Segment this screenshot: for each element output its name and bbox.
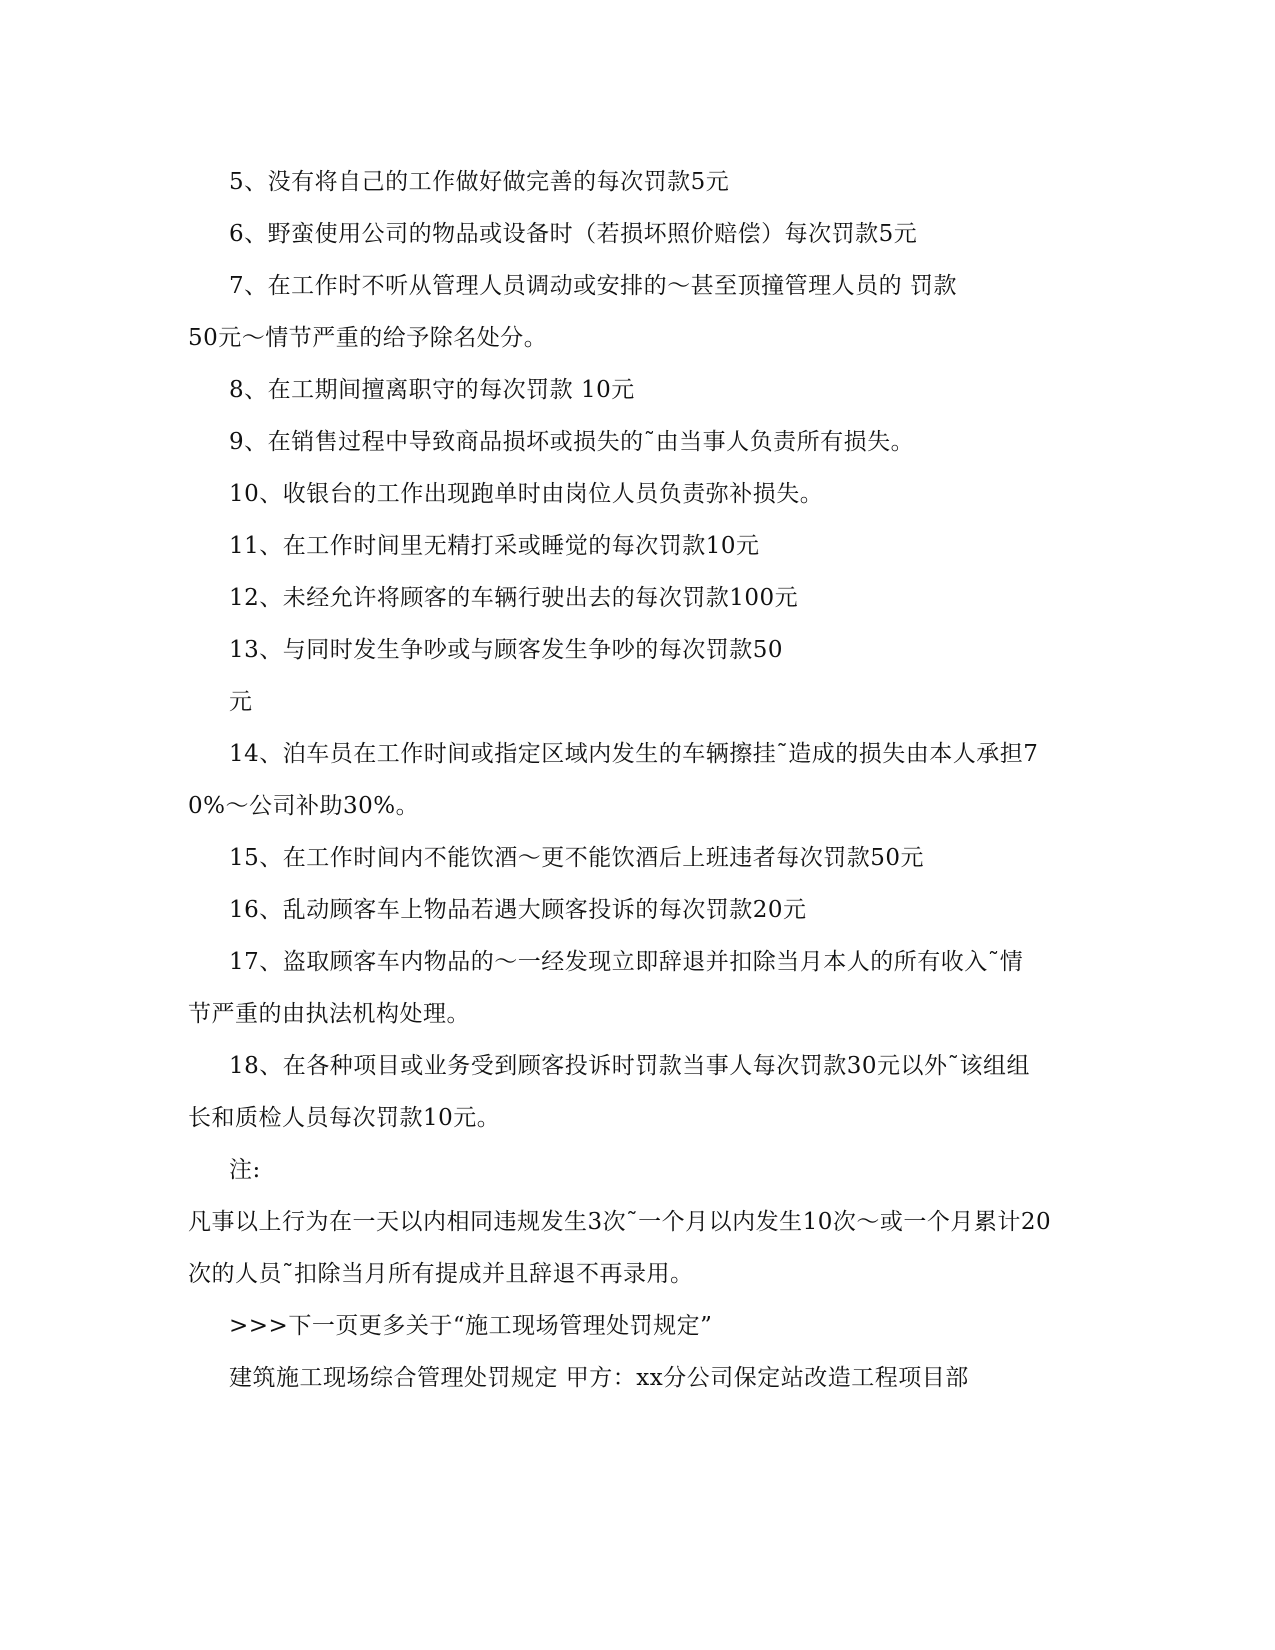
note-text-continued: 次的人员˜扣除当月所有提成并且辞退不再录用。: [188, 1261, 694, 1287]
rule-13-continued: 元: [229, 689, 253, 715]
rule-17: 17、盗取顾客车内物品的～一经发现立即辞退并扣除当月本人的所有收入˜情: [229, 949, 1024, 975]
next-page-link[interactable]: >>>下一页更多关于“施工现场管理处罚规定”: [229, 1313, 713, 1339]
rule-9: 9、在销售过程中导致商品损坏或损失的˜由当事人负责所有损失。: [229, 429, 915, 455]
rule-5: 5、没有将自己的工作做好做完善的每次罚款5元: [229, 169, 730, 195]
note-text: 凡事以上行为在一天以内相同违规发生3次˜一个月以内发生10次～或一个月累计20: [188, 1209, 1052, 1235]
rule-18: 18、在各种项目或业务受到顾客投诉时罚款当事人每次罚款30元以外˜该组组: [229, 1053, 1031, 1079]
rule-7: 7、在工作时不听从管理人员调动或安排的～甚至顶撞管理人员的 罚款: [229, 273, 957, 299]
section-title: 建筑施工现场综合管理处罚规定 甲方：xx分公司保定站改造工程项目部: [229, 1365, 969, 1391]
rule-16: 16、乱动顾客车上物品若遇大顾客投诉的每次罚款20元: [229, 897, 807, 923]
rule-6: 6、野蛮使用公司的物品或设备时（若损坏照价赔偿）每次罚款5元: [229, 221, 918, 247]
rule-15: 15、在工作时间内不能饮酒～更不能饮酒后上班违者每次罚款50元: [229, 845, 925, 871]
rule-10: 10、收银台的工作出现跑单时由岗位人员负责弥补损失。: [229, 481, 824, 507]
rule-13: 13、与同时发生争吵或与顾客发生争吵的每次罚款50: [229, 637, 784, 663]
rule-8: 8、在工期间擅离职守的每次罚款 10元: [229, 377, 635, 403]
rule-14-continued: 0%～公司补助30%。: [188, 793, 420, 819]
rule-11: 11、在工作时间里无精打采或睡觉的每次罚款10元: [229, 533, 760, 559]
note-heading: 注:: [229, 1157, 261, 1183]
rule-17-continued: 节严重的由执法机构处理。: [188, 1001, 470, 1027]
rule-18-continued: 长和质检人员每次罚款10元。: [188, 1105, 501, 1131]
rule-12: 12、未经允许将顾客的车辆行驶出去的每次罚款100元: [229, 585, 799, 611]
rule-14: 14、泊车员在工作时间或指定区域内发生的车辆擦挂˜造成的损失由本人承担7: [229, 741, 1039, 767]
rule-7-continued: 50元～情节严重的给予除名处分。: [188, 325, 548, 351]
